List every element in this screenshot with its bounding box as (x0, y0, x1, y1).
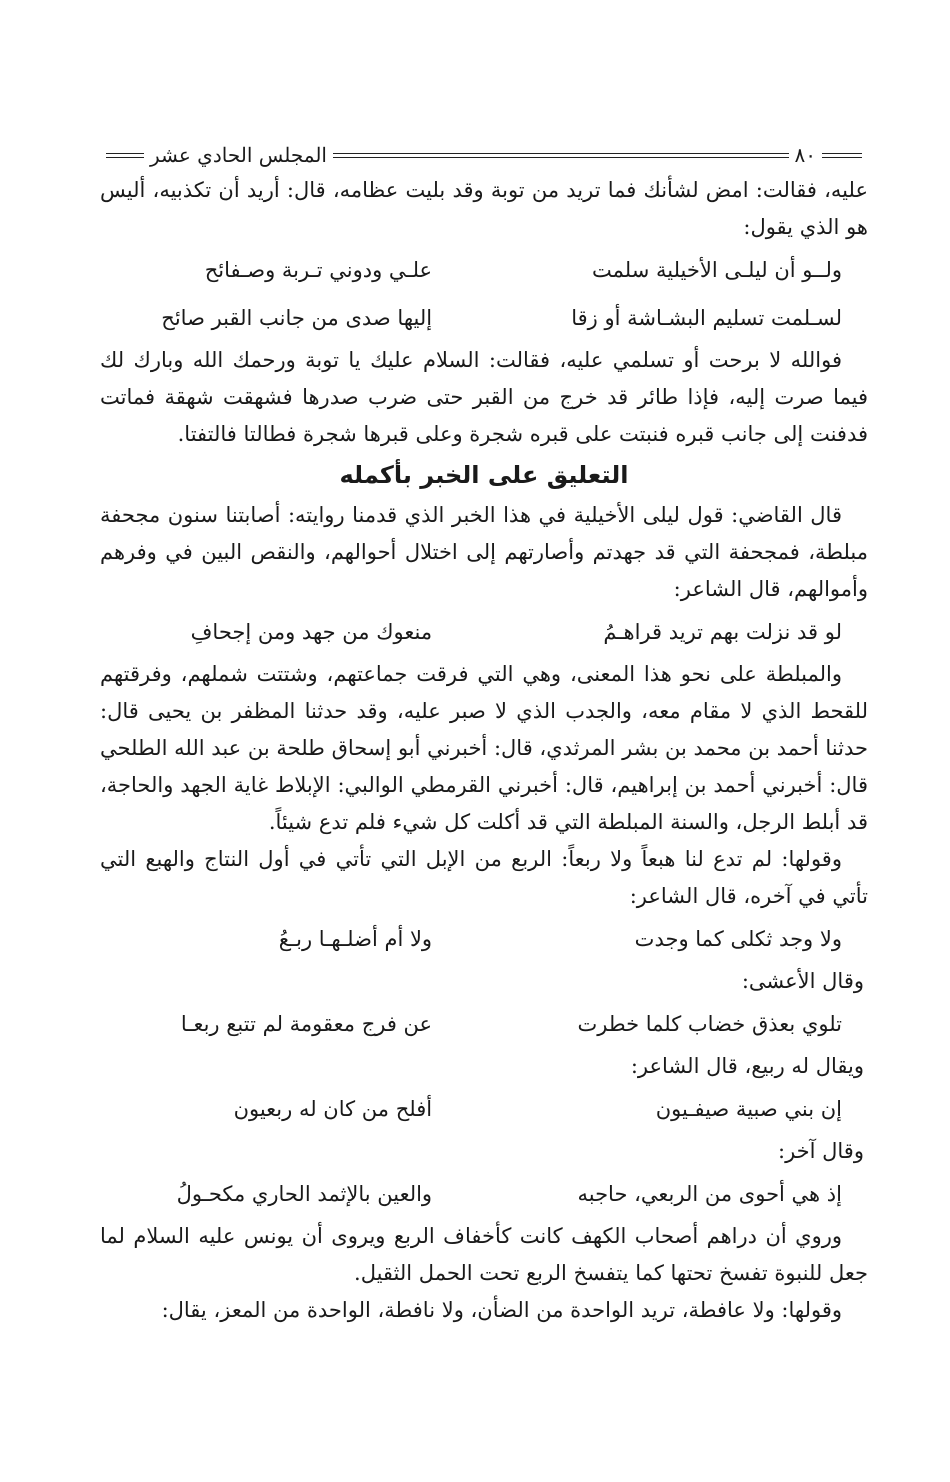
running-title: المجلس الحادي عشر (150, 143, 327, 167)
verse-line (100, 608, 868, 656)
verse-first-hemistich: لسـلمت تسليم البشـاشة أو زقا (571, 306, 842, 330)
verse-second-hemistich: ولا أم أضلـهـا ربـعُ (278, 927, 433, 951)
book-page (100, 138, 868, 1329)
verse-line (100, 915, 868, 963)
header-rule-middle (333, 153, 789, 158)
verse-intro: وقال الأعشى: (741, 969, 864, 993)
page-body (100, 172, 868, 1329)
paragraph: والمبلطة على نحو هذا المعنى، وهي التي فرقت جماعتهم، وشتتت شملهم، وفرقتهم للقحط الذي لا مقام معه، والجدب الذي لا صبر عليه، وقد حدثنا المظفر بن يحيى قال: حدثنا أحمد بن محمد بن بشر المرثدي، قال: أخبرني أبو إسحاق طلحة بن عبد الله الطلحي قال: أخبرني أحمد بن إبراهيم، قال: أخبرني القرمطي الوالبي: الإبلاط غاية الجهد والحاجة، قد أبلط الرجل، والسنة المبلطة التي قد أكلت كل شيء فلم تدع شيئاً. (100, 662, 868, 834)
page-number: ٨٠ (794, 143, 816, 167)
verse-intro: ويقال له ربيع، قال الشاعر: (630, 1054, 864, 1078)
verse-first-hemistich: تلوي بعذق خضاب كلما خطرت (577, 1012, 842, 1036)
verse-first-hemistich: لو قد نزلت بهم تريد قراهـمُ (603, 620, 842, 644)
verse-second-hemistich: علـي ودوني تـربة وصـفائح (204, 258, 433, 282)
verse-line (100, 294, 868, 342)
verse-first-hemistich: إن بني صبية صيفـيون (655, 1097, 842, 1121)
verse-first-hemistich: ولــو أن ليلـى الأخيلية سلمت (592, 258, 842, 282)
verse-first-hemistich: ولا وجد ثكلى كما وجدت (634, 927, 842, 951)
verse-first-hemistich: إذ هي أحوى من الربعي، حاجبه (577, 1182, 842, 1206)
verse-second-hemistich: أفلح من كان له ربعيون (233, 1097, 433, 1121)
verse-line (100, 1085, 868, 1133)
section-heading: التعليق على الخبر بأكمله (339, 461, 629, 489)
verse-line (100, 246, 868, 294)
verse-second-hemistich: إليها صدى من جانب القبر صائح (161, 306, 433, 330)
verse-second-hemistich: منعوك من جهد ومن إجحافِ (190, 620, 433, 644)
paragraph: عليه، فقالت: امض لشأنك فما تريد من توبة وقد بليت عظامه، قال: أريد أن تكذبيه، أليس هو الذي يقول: (100, 178, 868, 239)
verse-second-hemistich: عن فرج معقومة لم تتبع ربعـا (180, 1012, 433, 1036)
verse-intro: وقال آخر: (778, 1139, 864, 1163)
verse-second-hemistich: والعين بالإثمد الحاري مكحـولُ (176, 1182, 433, 1206)
header-rule-left (106, 153, 144, 158)
paragraph: قال القاضي: قول ليلى الأخيلية في هذا الخبر الذي قدمنا روايته: أصابتنا سنون مجحفة مبلطة، فمجحفة التي قد جهدتم وأصارتهم إلى اختلال أحوالهم، والنقص البين في وفرهم وأموالهم، قال الشاعر: (100, 503, 868, 601)
paragraph: وقولها: ولا عافطة، تريد الواحدة من الضأن، ولا نافطة، الواحدة من المعز، يقال: (161, 1298, 842, 1322)
paragraph: وقولها: لم تدع لنا هبعاً ولا ربعاً: الربع من الإبل التي تأتي في أول النتاج والهبع التي تأتي في آخره، قال الشاعر: (100, 847, 868, 908)
verse-line (100, 1000, 868, 1048)
paragraph: وروي أن دراهم أصحاب الكهف كانت كأخفاف الربع ويروى أن يونس عليه السلام لما جعل للنبوة تفسخ تحتها كما يتفسخ الربع تحت الحمل الثقيل. (100, 1224, 868, 1285)
running-header (100, 138, 868, 172)
verse-line (100, 1170, 868, 1218)
paragraph: فوالله لا برحت أو تسلمي عليه، فقالت: السلام عليك يا توبة ورحمك الله وبارك لك فيما صرت إليه، فإذا طائر قد خرج من القبر حتى ضرب صدرها فشهقت شهقة فماتت فدفنت إلى جانب قبره فنبتت على قبره شجرة وعلى قبرها شجرة فطالتا فالتفتا. (100, 348, 868, 446)
header-rule-right (822, 153, 862, 158)
